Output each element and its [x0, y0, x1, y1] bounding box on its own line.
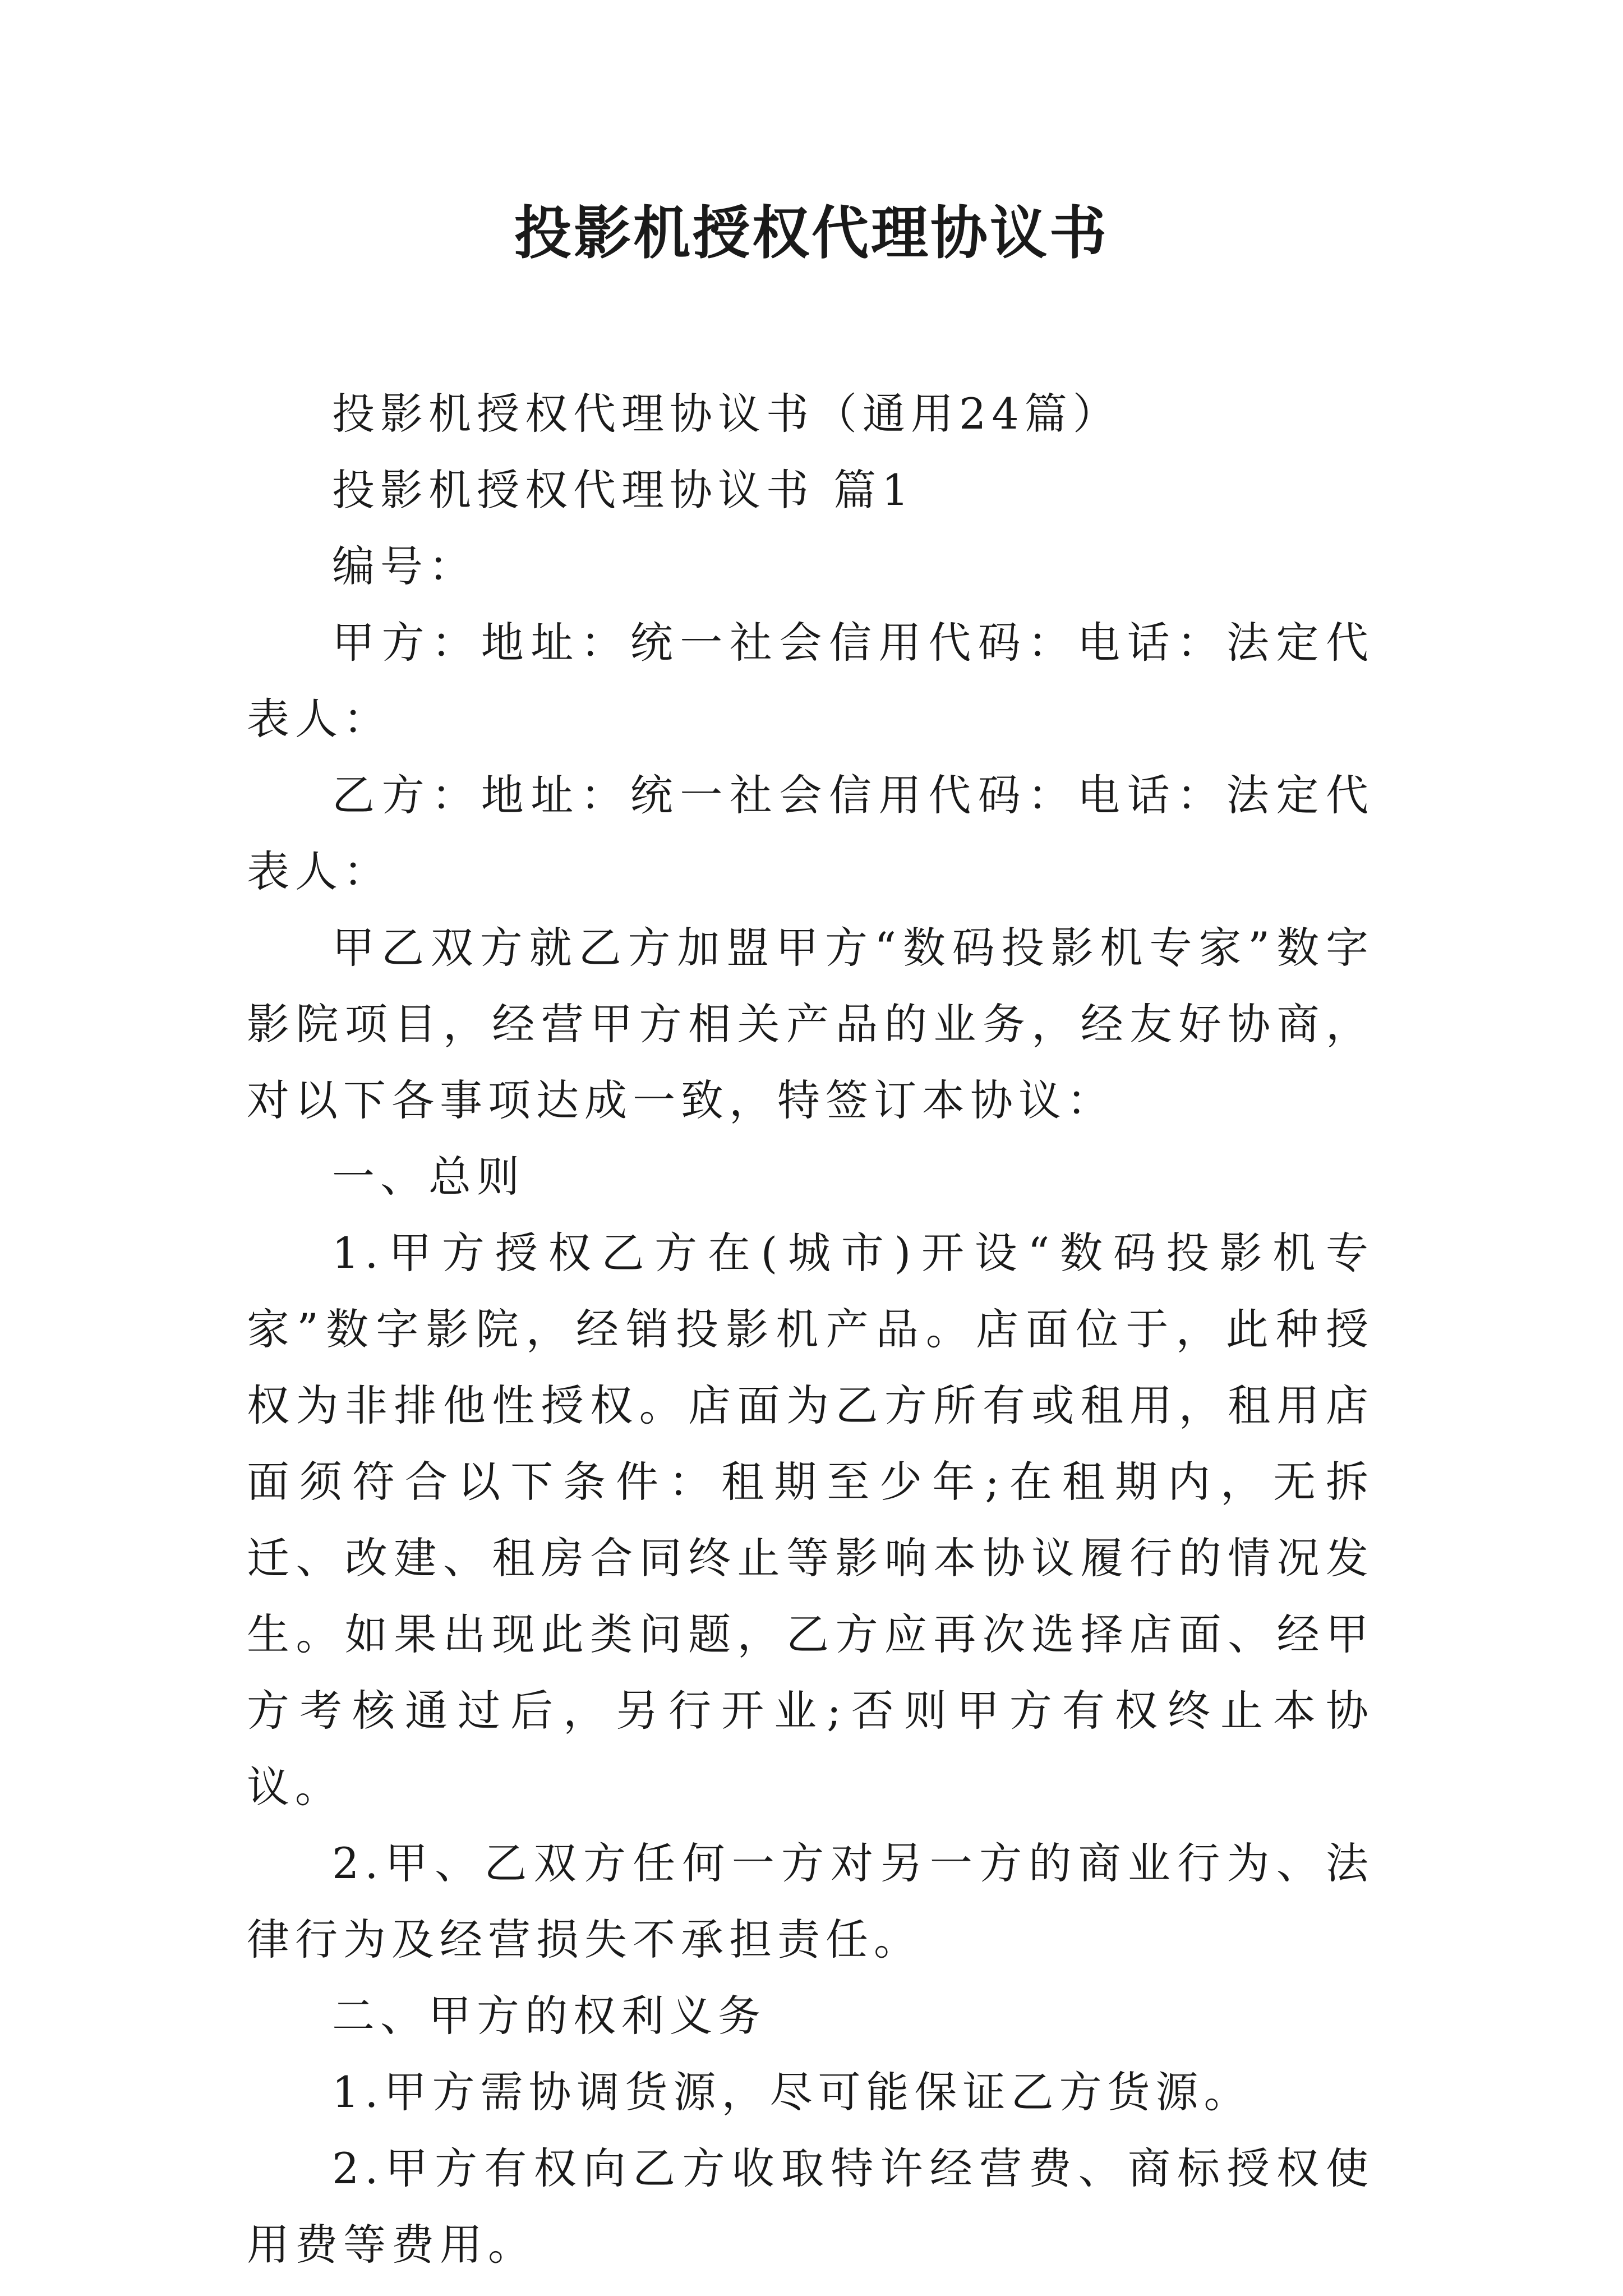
document-body [247, 376, 1374, 2283]
document-title: 投影机授权代理协议书 [514, 200, 1109, 267]
paragraph-clause-1-2: 2.甲、乙双方任何一方对另一方的商业行为、法律行为及经营损失不承担责任。 [247, 1838, 1374, 1964]
paragraph-preamble: 甲乙双方就乙方加盟甲方“数码投影机专家”数字影院项目，经营甲方相关产品的业务，经友好协商，对以下各事项达成一致，特签订本协议： [247, 923, 1374, 1125]
paragraph-party-b: 乙方：地址：统一社会信用代码：电话：法定代表人： [247, 770, 1374, 896]
paragraph-heading-general: 一、总则 [332, 1152, 525, 1202]
paragraph-subtitle: 投影机授权代理协议书（通用24篇） [332, 389, 1121, 439]
paragraph-section-heading: 投影机授权代理协议书 篇1 [332, 465, 915, 515]
paragraph-clause-2-2: 2.甲方有权向乙方收取特许经营费、商标授权使用费等费用。 [247, 2143, 1374, 2270]
paragraph-heading-party-a-rights: 二、甲方的权利义务 [332, 1991, 766, 2041]
paragraph-clause-1-1: 1.甲方授权乙方在(城市)开设“数码投影机专家”数字影院，经销投影机产品。店面位于，此种授权为非排他性授权。店面为乙方所有或租用，租用店面须符合以下条件：租期至少年;在租期内，无拆迁、改建、租房合同终止等影响本协议履行的情况发生。如果出现此类问题，乙方应再次选择店面、经甲方考核通过后，另行开业;否则甲方有权终止本协议。 [247, 1228, 1374, 1812]
paragraph-party-a: 甲方：地址：统一社会信用代码：电话：法定代表人： [247, 618, 1374, 744]
paragraph-clause-2-1: 1.甲方需协调货源，尽可能保证乙方货源。 [332, 2067, 1252, 2117]
paragraph-number-field: 编号： [332, 541, 477, 591]
